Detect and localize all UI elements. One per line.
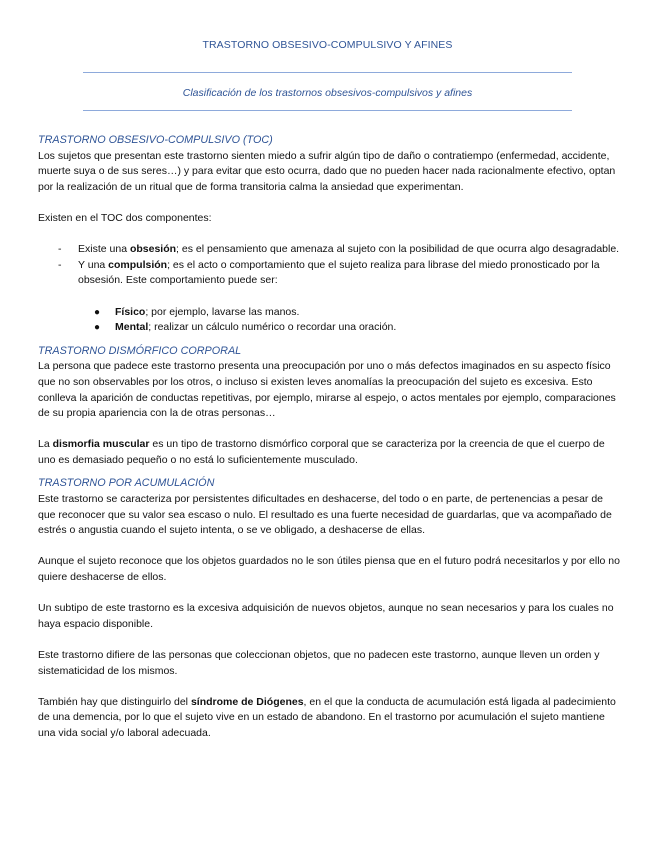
toc-component-list <box>38 242 623 289</box>
acumulacion-paragraph-1: Este trastorno se caracteriza por persistentes dificultades en deshacerse, del todo o en parte, de pertenencias a pesar de que reconocer que su valor sea escaso o nulo. El resultado es una fuerte necesidad de guardarlas, que va acompañado de estrés o angustia cuando el sujeto intenta, o se ve obligado, a deshacerse de ellas. <box>38 493 612 537</box>
section-heading-acumulacion: TRASTORNO POR ACUMULACIÓN <box>38 477 215 490</box>
toc-paragraph-2: Existen en el TOC dos componentes: <box>38 211 212 224</box>
title-divider-top <box>83 72 572 73</box>
list-item: - Y una compulsión; es el acto o comportamiento que el sujeto realiza para librase del miedo pronosticado por la obsesión. Este comportamiento puede ser: <box>58 258 600 287</box>
bullet-dot-icon: ● <box>94 306 101 318</box>
list-item: - Existe una obsesión; es el pensamiento que amenaza al sujeto con la posibilidad de que ocurra algo desagradable. <box>38 242 623 258</box>
dash-bullet-icon: - <box>58 243 62 256</box>
toc-behavior-list <box>38 305 623 336</box>
section-heading-dismorfico: TRASTORNO DISMÓRFICO CORPORAL <box>38 344 242 357</box>
bullet-dot-icon: ● <box>94 322 101 334</box>
document-subtitle: Clasificación de los trastornos obsesivos-compulsivos y afines <box>182 87 473 99</box>
section-heading-toc: TRASTORNO OBSESIVO-COMPULSIVO (TOC) <box>38 134 273 146</box>
document-body <box>38 133 623 742</box>
toc-paragraph-1: Los sujetos que presentan este trastorno sienten miedo a sufrir algún tipo de daño o contratiempo (enfermedad, accidente, muerte suya o de sus seres…) y para evitar que esto ocurra, dado que no pueden hacer nada racionalmente efectivo, optan por la realización de un ritual que de forma transitoria calma la ansiedad que experimentan. <box>38 149 616 193</box>
acumulacion-paragraph-5: También hay que distinguirlo del síndrome de Diógenes, en el que la conducta de acumulación está ligada al padecimiento de una demencia, por lo que el sujeto vive en un estado de abandono. En el trastorno por acumulación el sujeto mantiene una vida social y/o laboral adecuada. <box>38 695 616 739</box>
list-item: ● Físico; por ejemplo, lavarse las manos. <box>38 305 623 321</box>
list-item: ● Mental; realizar un cálculo numérico o recordar una oración. <box>38 320 623 336</box>
title-divider-bottom <box>83 110 572 111</box>
dismorfico-paragraph-1: La persona que padece este trastorno presenta una preocupación por uno o más defectos imaginados en su aspecto físico que no son observables por los otros, o incluso si existen leves anomalías la preocupación del sujeto es excesiva. Esto conlleva la aparición de conductas repetitivas, por ejemplo, mirarse al espejo, o actos mentales por ejemplo, comparaciones de su propia apariencia con la de otras personas… <box>38 360 616 420</box>
dismorfico-paragraph-2: La dismorfia muscular es un tipo de trastorno dismórfico corporal que se caracteriza por la creencia de que el cuerpo de uno es demasiado pequeño o no está lo suficientemente musculado. <box>38 438 605 466</box>
acumulacion-paragraph-2: Aunque el sujeto reconoce que los objetos guardados no le son útiles piensa que en el futuro podrá necesitarlos y por ello no quiere deshacerse de ellos. <box>38 555 620 584</box>
acumulacion-paragraph-4: Este trastorno difiere de las personas que coleccionan objetos, que no padecen este trastorno, aunque lleven un orden y sistematicidad de los mismos. <box>38 649 600 677</box>
dash-bullet-icon: - <box>58 258 62 271</box>
acumulacion-paragraph-3: Un subtipo de este trastorno es la excesiva adquisición de nuevos objetos, aunque no sean necesarios y para los cuales no haya espacio disponible. <box>38 602 614 630</box>
document-title: TRASTORNO OBSESIVO-COMPULSIVO Y AFINES <box>202 39 453 51</box>
